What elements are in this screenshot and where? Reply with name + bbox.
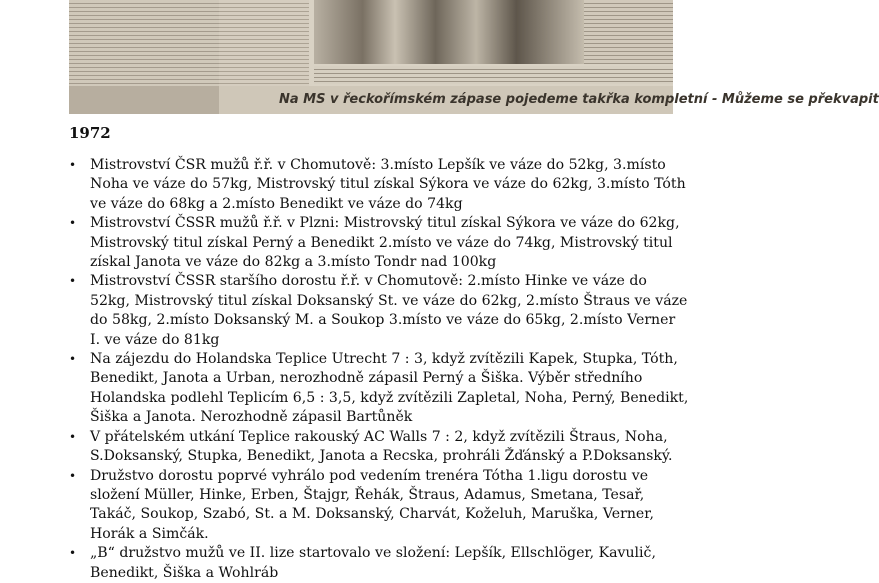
clipping-text-column	[69, 0, 219, 86]
newspaper-clipping-image	[69, 0, 879, 114]
list-item-text: Mistrovství ČSSR staršího dorostu ř.ř. v Chomutově: 2.místo Hinke ve váze do 52kg, Mistrovský titul získal Doksanský St. ve váze do 62kg, 2.místo Štraus ve váze do 58kg, 2.místo Doksanský M. a Soukop 3.místo ve váze do 65kg, 2.místo Verner I. ve váze do 81kg	[90, 273, 688, 348]
list-item-text: Mistrovství ČSR mužů ř.ř. v Chomutově: 3.místo Lepšík ve váze do 52kg, 3.místo Noha ve váze do 57kg, Mistrovský titul získal Sýkora ve váze do 62kg, 3.místo Tóth ve váze do 68kg a 2.místo Benedikt ve váze do 74kg	[90, 157, 686, 212]
list-item-text: Na zájezdu do Holandska Teplice Utrecht 7 : 3, když zvítězili Kapek, Stupka, Tóth, Benedikt, Janota a Urban, nerozhodně zápasil Perný a Šiška. Výběr středního Holandska podlehl Teplicím 6,5 : 3,5, když zvítězili Zapletal, Noha, Perný, Benedikt, Šiška a Janota. Nerozhodně zápasil Bartůněk	[90, 351, 689, 426]
bullet-icon: •	[69, 216, 77, 231]
bullet-icon: •	[69, 274, 77, 289]
list-item	[69, 214, 689, 272]
results-list	[69, 156, 689, 583]
list-item	[69, 272, 689, 350]
clipping-text-column	[584, 0, 673, 64]
list-item-text: „B“ družstvo mužů ve II. lize startovalo ve složení: Lepšík, Ellschlöger, Kavulič, Benedikt, Šiška a Wohlráb	[90, 545, 656, 581]
list-item	[69, 467, 689, 545]
bullet-icon: •	[69, 546, 77, 561]
bullet-icon: •	[69, 352, 77, 367]
list-item	[69, 350, 689, 428]
clipping-photo	[314, 0, 584, 64]
list-item	[69, 428, 689, 467]
list-item-text: Mistrovství ČSSR mužů ř.ř. v Plzni: Mistrovský titul získal Sýkora ve váze do 62kg, Mistrovský titul získal Perný a Benedikt 2.místo ve váze do 74kg, Mistrovský titul získal Janota ve váze do 82kg a 3.místo Tondr nad 100kg	[90, 215, 680, 271]
clipping-fold	[69, 86, 219, 114]
bullet-icon: •	[69, 468, 77, 483]
list-item-text: Družstvo dorostu poprvé vyhrálo pod vedením trenéra Tótha 1.ligu dorostu ve složení Müller, Hinke, Erben, Štajgr, Řehák, Štraus, Adamus, Smetana, Tesař, Takáč, Soukop, Szabó, St. a M. Doksanský, Charvát, Koželuh, Maruška, Verner, Horák a Simčák.	[90, 467, 654, 542]
clipping-photo-caption	[314, 66, 673, 84]
year-heading: 1972	[69, 124, 111, 142]
bullet-icon: •	[69, 158, 77, 172]
bullet-icon: •	[69, 429, 77, 444]
list-item-text: V přátelském utkání Teplice rakouský AC Walls 7 : 2, když zvítězili Štraus, Noha, S.Doksanský, Stupka, Benedikt, Janota a Recska, prohráli Žďánský a P.Doksanský.	[90, 428, 673, 465]
clipping-headline: Na MS v řeckořímském zápase pojedeme takřka kompletní - Můžeme se překvapit	[219, 86, 673, 114]
clipping-text-column	[219, 0, 309, 86]
list-item	[69, 544, 689, 583]
list-item	[69, 156, 689, 214]
